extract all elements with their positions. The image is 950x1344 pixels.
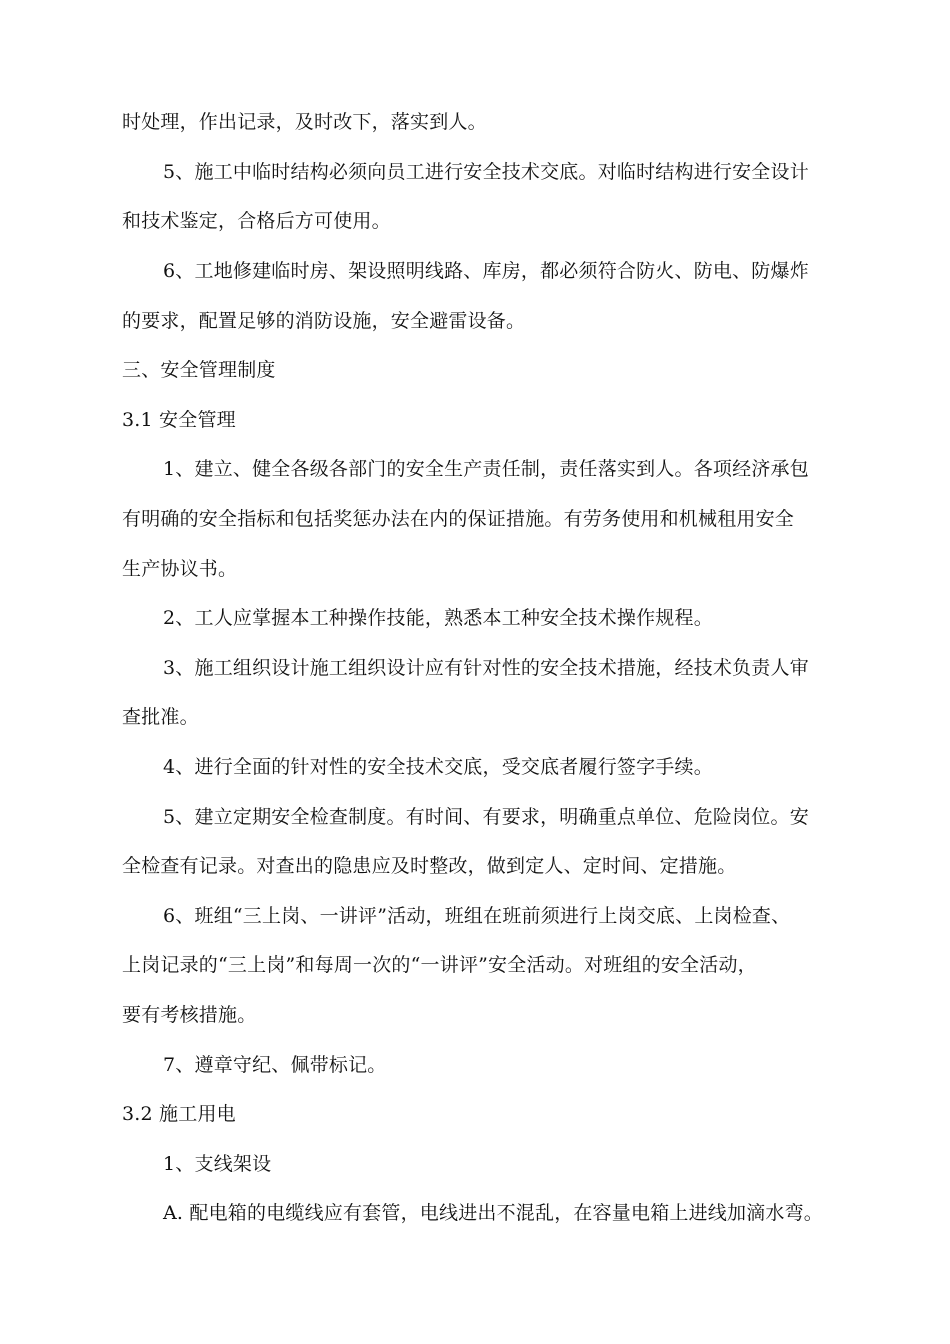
text-line: 全检查有记录。对查出的隐患应及时整改，做到定人、定时间、定措施。 bbox=[122, 855, 737, 877]
text-line: 和技术鉴定，合格后方可使用。 bbox=[122, 210, 391, 232]
text-line: 3、施工组织设计施工组织设计应有针对性的安全技术措施，经技术负责人审 bbox=[163, 657, 809, 679]
subsection-heading: 3.2 施工用电 bbox=[122, 1103, 236, 1125]
text-line: 上岗记录的“三上岗”和每周一次的“一讲评”安全活动。对班组的安全活动， bbox=[122, 954, 757, 976]
subsection-heading: 3.1 安全管理 bbox=[122, 409, 236, 431]
text-line: 的要求，配置足够的消防设施，安全避雷设备。 bbox=[122, 310, 526, 332]
text-line: A. 配电箱的电缆线应有套管，电线进出不混乱，在容量电箱上进线加滴水弯。 bbox=[163, 1202, 824, 1224]
text-line: 6、班组“三上岗、一讲评”活动，班组在班前须进行上岗交底、上岗检查、 bbox=[163, 905, 791, 927]
text-line: 5、施工中临时结构必须向员工进行安全技术交底。对临时结构进行安全设计 bbox=[163, 161, 809, 183]
text-line: 2、工人应掌握本工种操作技能，熟悉本工种安全技术操作规程。 bbox=[163, 607, 713, 629]
text-line: 5、建立定期安全检查制度。有时间、有要求，明确重点单位、危险岗位。安 bbox=[163, 806, 809, 828]
text-line: 查批准。 bbox=[122, 706, 199, 728]
text-line: 有明确的安全指标和包括奖惩办法在内的保证措施。有劳务使用和机械租用安全 bbox=[122, 508, 795, 530]
text-line: 要有考核措施。 bbox=[122, 1004, 257, 1026]
text-line: 4、进行全面的针对性的安全技术交底，受交底者履行签字手续。 bbox=[163, 756, 713, 778]
text-line: 6、工地修建临时房、架设照明线路、库房，都必须符合防火、防电、防爆炸 bbox=[163, 260, 809, 282]
section-heading: 三、安全管理制度 bbox=[122, 359, 276, 381]
text-line: 7、遵章守纪、佩带标记。 bbox=[163, 1054, 387, 1076]
text-line: 1、支线架设 bbox=[163, 1153, 272, 1175]
text-line: 时处理，作出记录，及时改下，落实到人。 bbox=[122, 111, 487, 133]
text-line: 生产协议书。 bbox=[122, 558, 238, 580]
text-line: 1、建立、健全各级各部门的安全生产责任制，责任落实到人。各项经济承包 bbox=[163, 458, 809, 480]
